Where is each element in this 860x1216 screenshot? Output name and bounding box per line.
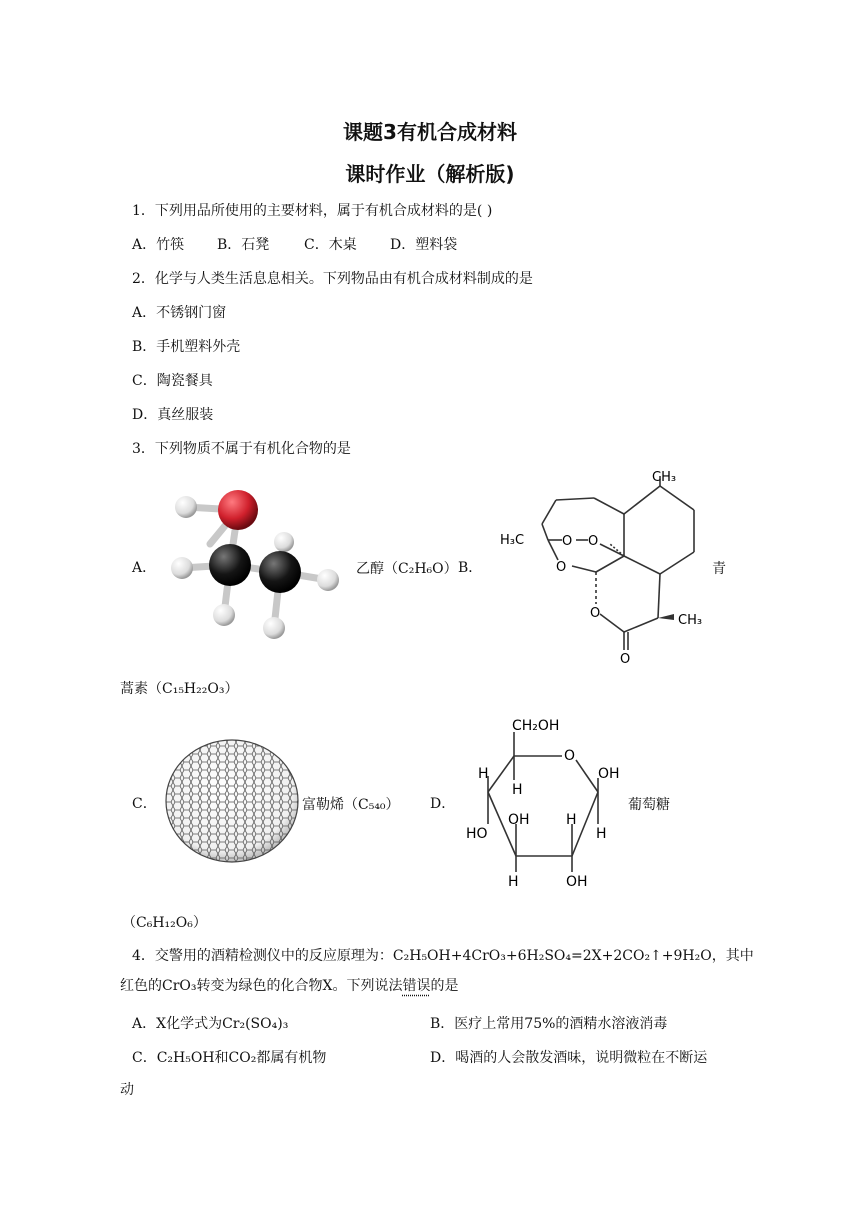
artemisinin-structure xyxy=(490,462,710,672)
q1-option-c: C．木桌 xyxy=(304,237,357,253)
q3-stem: 3．下列物质不属于有机化合物的是 xyxy=(132,441,351,457)
q4-option-d: D．喝酒的人会散发酒味，说明微粒在不断运 xyxy=(430,1050,708,1066)
ring-o3: O xyxy=(556,560,567,575)
h3c-label: H₃C xyxy=(500,533,525,548)
carbon-atom xyxy=(259,551,301,593)
glucose-h5: H xyxy=(508,874,519,890)
glucose-ch2oh: CH₂OH xyxy=(512,718,560,734)
glucose-structure xyxy=(462,712,632,892)
hydrogen-atom xyxy=(263,617,285,639)
hydrogen-atom xyxy=(274,532,294,552)
q4-emphasis-wrong: 错误 xyxy=(402,978,431,994)
glucose-oh2: OH xyxy=(508,812,530,828)
peroxide-o1: O xyxy=(562,534,573,549)
glucose-h4: H xyxy=(566,812,577,828)
wedge-bond xyxy=(658,614,674,620)
q3-option-a-caption: 乙醇（C₂H₆O） xyxy=(356,561,458,577)
q3-option-b-label: B． xyxy=(458,560,483,576)
q4-stem-line1: 4．交警用的酒精检测仪中的反应原理为：C₂H₅OH+4CrO₃+6H₂SO₄=2X+2CO₂↑+9H₂O，其中 xyxy=(132,948,754,964)
glucose-oh1: OH xyxy=(598,766,620,782)
fullerene-cage-pattern xyxy=(166,740,298,862)
q3-option-a-label: A． xyxy=(132,560,157,576)
q2-option-c: C．陶瓷餐具 xyxy=(132,373,213,389)
q1-option-d: D．塑料袋 xyxy=(390,237,458,253)
q1-stem: 1．下列用品所使用的主要材料，属于有机合成材料的是( ) xyxy=(132,203,493,219)
q2-option-a: A．不锈钢门窗 xyxy=(132,305,227,321)
glucose-h3: H xyxy=(596,826,607,842)
q3-option-c-caption: 富勒烯（C₅₄₀） xyxy=(302,797,400,813)
q3-option-d-label: D． xyxy=(430,796,456,812)
q4-option-b: B．医疗上常用75%的酒精水溶液消毒 xyxy=(430,1016,668,1032)
q4-option-c: C．C₂H₅OH和CO₂都属有机物 xyxy=(132,1050,327,1066)
q4-stem-line2 xyxy=(120,976,458,996)
peroxide-o2: O xyxy=(588,534,599,549)
glucose-bonds xyxy=(488,732,598,872)
q4-stem-line2-a: 红色的CrO₃转变为绿色的化合物X。下列说法 xyxy=(120,978,403,994)
ch3-top-label: CH₃ xyxy=(652,470,677,485)
fullerene-image xyxy=(164,738,300,864)
glucose-h2: H xyxy=(512,782,523,798)
lactone-o4: O xyxy=(590,606,601,621)
hydrogen-atom xyxy=(171,557,193,579)
glucose-h1: H xyxy=(478,766,489,782)
hydrogen-atom xyxy=(175,496,197,518)
hydrogen-atom xyxy=(213,604,235,626)
q3-option-d-caption-2: （C₆H₁₂O₆） xyxy=(122,915,207,931)
glucose-oh3: OH xyxy=(566,874,588,890)
q4-option-a: A．X化学式为Cr₂(SO₄)₃ xyxy=(132,1016,289,1032)
carbonyl-o5: O xyxy=(620,652,631,667)
glucose-ho: HO xyxy=(466,826,488,842)
page-title: 课题3有机合成材料 xyxy=(343,120,517,144)
carbon-atom xyxy=(209,544,251,586)
q3-option-c-label: C． xyxy=(132,796,157,812)
page-subtitle: 课时作业（解析版) xyxy=(345,162,515,186)
q1-option-a: A．竹筷 xyxy=(132,237,185,253)
q1-option-b: B．石凳 xyxy=(217,237,270,253)
q2-option-b: B．手机塑料外壳 xyxy=(132,339,241,355)
ethanol-molecule-model xyxy=(160,480,360,650)
glucose-ring-o: O xyxy=(564,748,576,764)
q3-option-b-caption-1: 青 xyxy=(712,561,726,577)
q3-option-b-caption-2: 蒿素（C₁₅H₂₂O₃） xyxy=(120,681,239,697)
q2-stem: 2．化学与人类生活息息相关。下列物品由有机合成材料制成的是 xyxy=(132,271,533,287)
q4-stem-line2-c: 的是 xyxy=(430,978,459,994)
hydrogen-atom xyxy=(317,569,339,591)
q2-option-d: D．真丝服装 xyxy=(132,407,214,423)
ch3-right-label: CH₃ xyxy=(678,613,703,628)
oxygen-atom xyxy=(218,490,258,530)
bonds xyxy=(182,507,328,628)
q4-option-d-continuation: 动 xyxy=(120,1082,134,1098)
q3-option-d-caption-1: 葡萄糖 xyxy=(628,797,670,813)
